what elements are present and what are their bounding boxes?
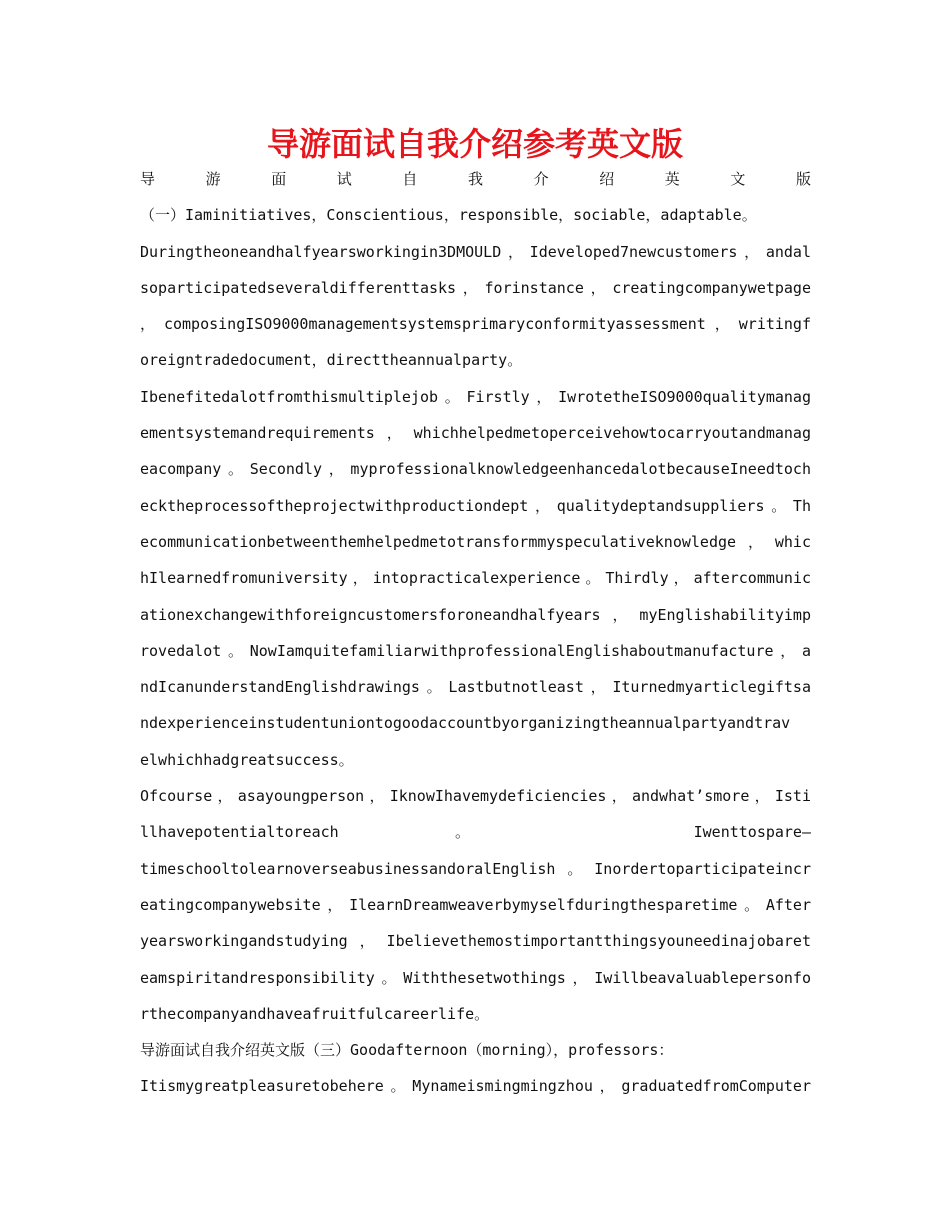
text-line: rthecompanyandhaveafruitfulcareerlife。 (140, 1004, 490, 1023)
text-line: ementsystemandrequirements，whichhelpedmetoperceivehowtocarryoutandmanag (140, 424, 811, 443)
text-line: eacompany。Secondly，myprofessionalknowledgeenhancedalotbecauseIneedtoch (140, 460, 811, 479)
text-line: timeschooltolearnoverseabusinessandoralEnglish。Inordertoparticipateincr (140, 859, 811, 878)
text-line: ，composingISO9000managementsystemsprimaryconformityassessment，writingf (140, 315, 811, 334)
text-line: ndIcanunderstandEnglishdrawings。Lastbutnotleast，Iturnedmyarticlegiftsa (140, 678, 811, 697)
page-title: 导游面试自我介绍参考英文版 (266, 125, 683, 163)
text-line: hIlearnedfromuniversity，intopracticalexperience。Thirdly，aftercommunic (140, 569, 811, 588)
text-line: llhavepotentialtoreach 。 Iwenttospare— (140, 823, 811, 842)
text-line: soparticipatedseveraldifferenttasks，forinstance，creatingcompanywetpage (140, 278, 811, 297)
text-line: ndexperienceinstudentuniontogoodaccountbyorganizingtheannualpartyandtrav (140, 714, 791, 733)
text-line: eamspiritandresponsibility。Withthesetwothings，Iwillbeavaluablepersonfo (140, 968, 811, 987)
text-line: elwhichhadgreatsuccess。 (140, 750, 354, 769)
text-line: yearsworkingandstudying，Ibelievethemostimportantthingsyouneedinajobaret (140, 932, 811, 951)
body-text (140, 161, 811, 1105)
text-line: rovedalot。NowIamquitefamiliarwithprofessionalEnglishaboutmanufacture，a (140, 641, 811, 660)
text-line: oreigntradedocument，directtheannualparty。 (140, 351, 523, 370)
text-line: ationexchangewithforeigncustomersforoneandhalfyears，myEnglishabilityimp (140, 605, 811, 624)
text-line: Duringtheoneandhalfyearsworkingin3DMOULD，Ideveloped7newcustomers，andal (140, 242, 811, 261)
text-line: （一）Iaminitiatives，Conscientious，responsible，sociable，adaptable。 (140, 206, 757, 225)
text-line: ecommunicationbetweenthemhelpedmetotransformmyspeculativeknowledge，whic (140, 532, 811, 551)
text-line: eatingcompanywebsite，IlearnDreamweaverbymyselfduringthesparetime。After (140, 895, 811, 914)
text-line: Ibenefitedalotfromthismultiplejob。Firstly，IwrotetheISO9000qualitymanag (140, 387, 811, 406)
text-line: 导游面试自我介绍英文版（三）Goodafternoon（morning），professors： (140, 1041, 674, 1060)
text-line: Itismygreatpleasuretobehere。Mynameismingmingzhou，graduatedfromComputer (140, 1077, 811, 1096)
text-line: 导 游 面 试 自 我 介 绍 英 文 版 (140, 170, 811, 188)
text-line: Ofcourse，asayoungperson，IknowIhavemydeficiencies，andwhat’smore，Isti (140, 787, 811, 806)
text-line: ecktheprocessoftheprojectwithproductiondept，qualitydeptandsuppliers。Th (140, 496, 811, 515)
